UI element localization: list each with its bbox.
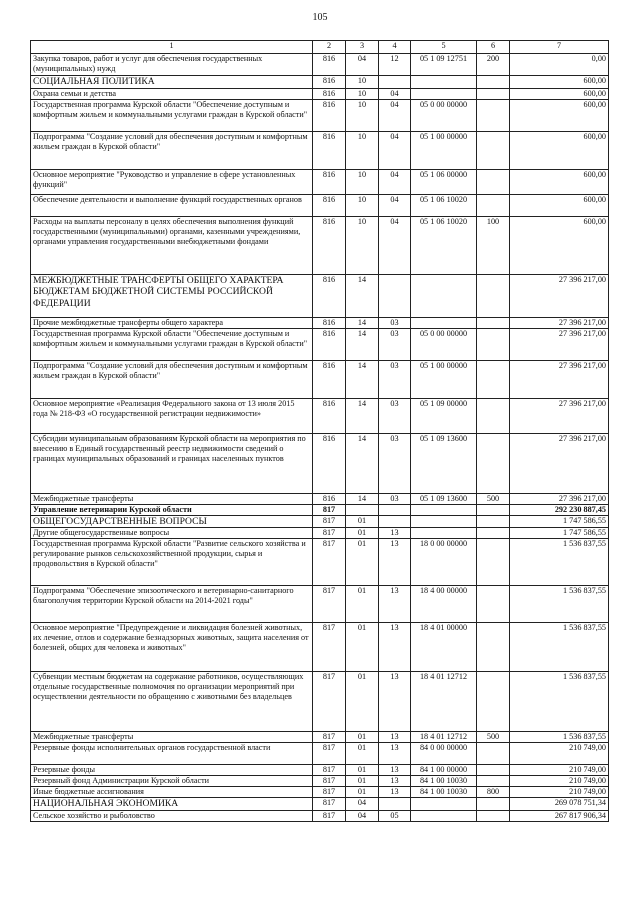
col-4-cell: 12 <box>379 54 411 76</box>
col-4-cell: 13 <box>379 743 411 765</box>
col-5-cell: 84 1 00 00000 <box>411 765 477 776</box>
table-row <box>31 76 609 89</box>
col-6-cell <box>477 515 510 528</box>
col-3-cell: 10 <box>346 131 379 169</box>
table-row <box>31 216 609 274</box>
col-3-cell: 14 <box>346 360 379 398</box>
amount-cell: 0,00 <box>510 54 609 76</box>
col-3-cell: 01 <box>346 787 379 798</box>
col-3-cell: 01 <box>346 528 379 539</box>
row-name-cell: СОЦИАЛЬНАЯ ПОЛИТИКА <box>31 76 313 89</box>
table-row <box>31 131 609 169</box>
col-5-cell: 18 0 00 00000 <box>411 539 477 586</box>
col-3-cell: 14 <box>346 328 379 360</box>
row-name-cell: НАЦИОНАЛЬНАЯ ЭКОНОМИКА <box>31 798 313 811</box>
col-2-cell: 817 <box>313 776 346 787</box>
col-2-cell: 816 <box>313 274 346 317</box>
col-5-cell: 18 4 00 00000 <box>411 586 477 623</box>
table-row <box>31 787 609 798</box>
col-3-cell: 10 <box>346 169 379 194</box>
col-2-cell: 817 <box>313 765 346 776</box>
table-row <box>31 515 609 528</box>
col-3-cell: 01 <box>346 515 379 528</box>
row-name-cell: Сельское хозяйство и рыболовство <box>31 811 313 822</box>
col-4-cell: 03 <box>379 433 411 493</box>
amount-cell: 1 747 586,55 <box>510 528 609 539</box>
col-5-cell: 05 0 00 00000 <box>411 99 477 131</box>
row-name-cell: Управление ветеринарии Курской области <box>31 504 313 515</box>
row-name-cell: Основное мероприятие "Предупреждение и ликвидация болезней животных, их лечение, отлов и содержание безнадзорных животных, защита населения от болезней, общих для человека и животных" <box>31 623 313 672</box>
col-3-cell: 01 <box>346 765 379 776</box>
col-4-cell: 13 <box>379 765 411 776</box>
amount-cell: 1 536 837,55 <box>510 732 609 743</box>
col-6-cell: 500 <box>477 493 510 504</box>
amount-cell: 269 078 751,34 <box>510 798 609 811</box>
col-2-cell: 817 <box>313 623 346 672</box>
row-name-cell: Межбюджетные трансферты <box>31 493 313 504</box>
col-4-cell: 04 <box>379 169 411 194</box>
row-name-cell: Охрана семьи и детства <box>31 88 313 99</box>
col-4-cell <box>379 515 411 528</box>
table-row <box>31 194 609 216</box>
table-row <box>31 623 609 672</box>
col-2-cell: 816 <box>313 433 346 493</box>
col-4-cell: 13 <box>379 787 411 798</box>
row-name-cell: Государственная программа Курской области "Обеспечение доступным и комфортным жильем и коммунальными услугами граждан в Курской области" <box>31 99 313 131</box>
col-3-cell: 01 <box>346 672 379 732</box>
col-3-cell: 10 <box>346 99 379 131</box>
table-row <box>31 54 609 76</box>
col-2-cell: 816 <box>313 360 346 398</box>
row-name-cell: Другие общегосударственные вопросы <box>31 528 313 539</box>
col-2-cell: 817 <box>313 811 346 822</box>
table-row <box>31 88 609 99</box>
col-2-cell: 816 <box>313 317 346 328</box>
col-4-cell: 03 <box>379 360 411 398</box>
col-3-cell: 10 <box>346 76 379 89</box>
table-body <box>31 54 609 822</box>
row-name-cell: Основное мероприятие «Реализация Федерального закона от 13 июля 2015 года № 218-ФЗ «О государственной регистрации недвижимости» <box>31 398 313 433</box>
table-row <box>31 539 609 586</box>
table-row <box>31 798 609 811</box>
col-2-cell: 817 <box>313 798 346 811</box>
amount-cell: 600,00 <box>510 88 609 99</box>
amount-cell: 292 230 887,45 <box>510 504 609 515</box>
col-6-cell <box>477 169 510 194</box>
col-2-cell: 816 <box>313 493 346 504</box>
col-5-cell <box>411 76 477 89</box>
row-name-cell: Обеспечение деятельности и выполнение функций государственных органов <box>31 194 313 216</box>
row-name-cell: Подпрограмма "Создание условий для обеспечения доступным и комфортным жильем граждан в Курской области" <box>31 360 313 398</box>
table-row <box>31 99 609 131</box>
col-5-cell: 18 4 01 00000 <box>411 623 477 672</box>
col-4-cell: 03 <box>379 317 411 328</box>
amount-cell: 1 747 586,55 <box>510 515 609 528</box>
amount-cell: 600,00 <box>510 131 609 169</box>
col-4-cell: 13 <box>379 776 411 787</box>
col-6-cell <box>477 328 510 360</box>
col-6-cell <box>477 131 510 169</box>
col-6-cell <box>477 274 510 317</box>
row-name-cell: Государственная программа Курской области "Развитие сельского хозяйства и регулирование рынков сельскохозяйственной продукции, сырья и продовольствия в Курской области" <box>31 539 313 586</box>
col-6-cell <box>477 743 510 765</box>
col-4-cell <box>379 274 411 317</box>
col-4-cell: 04 <box>379 88 411 99</box>
col-3-cell: 01 <box>346 732 379 743</box>
col-2-cell: 817 <box>313 672 346 732</box>
col-6-cell <box>477 433 510 493</box>
col-6-cell <box>477 798 510 811</box>
col-6-cell <box>477 528 510 539</box>
col-6-cell <box>477 504 510 515</box>
col-5-cell <box>411 274 477 317</box>
col-5-cell: 84 1 00 10030 <box>411 787 477 798</box>
col-4-cell <box>379 798 411 811</box>
col-3-cell: 01 <box>346 586 379 623</box>
col-6-cell <box>477 360 510 398</box>
col-4-cell: 13 <box>379 528 411 539</box>
col-4-cell: 04 <box>379 131 411 169</box>
row-name-cell: Прочие межбюджетные трансферты общего характера <box>31 317 313 328</box>
table-row <box>31 169 609 194</box>
col-4-cell: 13 <box>379 539 411 586</box>
col-5-cell: 05 0 00 00000 <box>411 328 477 360</box>
page-number: 105 <box>312 12 328 23</box>
col-5-cell: 05 1 00 00000 <box>411 131 477 169</box>
col-5-cell <box>411 515 477 528</box>
amount-cell: 210 749,00 <box>510 743 609 765</box>
header-row <box>31 41 609 54</box>
amount-cell: 600,00 <box>510 194 609 216</box>
col-5-cell: 05 1 06 00000 <box>411 169 477 194</box>
col-2-cell: 817 <box>313 528 346 539</box>
table-row <box>31 360 609 398</box>
amount-cell: 210 749,00 <box>510 765 609 776</box>
row-name-cell: МЕЖБЮДЖЕТНЫЕ ТРАНСФЕРТЫ ОБЩЕГО ХАРАКТЕРА БЮДЖЕТАМ БЮДЖЕТНОЙ СИСТЕМЫ РОССИЙСКОЙ ФЕДЕРАЦИИ <box>31 274 313 317</box>
table-row <box>31 528 609 539</box>
col-6-cell <box>477 398 510 433</box>
col-3-cell: 10 <box>346 216 379 274</box>
amount-cell: 210 749,00 <box>510 787 609 798</box>
col-2-cell: 817 <box>313 787 346 798</box>
col-4-cell <box>379 504 411 515</box>
col-3-cell: 04 <box>346 798 379 811</box>
header-cell: 1 <box>31 41 313 54</box>
table-row <box>31 328 609 360</box>
col-2-cell: 816 <box>313 194 346 216</box>
col-5-cell: 05 1 06 10020 <box>411 194 477 216</box>
table-row <box>31 672 609 732</box>
col-6-cell: 800 <box>477 787 510 798</box>
col-5-cell <box>411 88 477 99</box>
col-6-cell <box>477 811 510 822</box>
col-3-cell: 10 <box>346 88 379 99</box>
col-4-cell: 04 <box>379 216 411 274</box>
col-2-cell: 816 <box>313 328 346 360</box>
col-6-cell <box>477 623 510 672</box>
amount-cell: 27 396 217,00 <box>510 328 609 360</box>
col-5-cell: 18 4 01 12712 <box>411 732 477 743</box>
col-4-cell: 03 <box>379 493 411 504</box>
table-row <box>31 398 609 433</box>
col-4-cell: 03 <box>379 398 411 433</box>
table-row <box>31 317 609 328</box>
col-6-cell <box>477 99 510 131</box>
amount-cell: 27 396 217,00 <box>510 317 609 328</box>
amount-cell: 27 396 217,00 <box>510 433 609 493</box>
amount-cell: 27 396 217,00 <box>510 360 609 398</box>
col-3-cell: 01 <box>346 539 379 586</box>
col-2-cell: 816 <box>313 131 346 169</box>
col-6-cell <box>477 672 510 732</box>
col-6-cell: 200 <box>477 54 510 76</box>
row-name-cell: Субсидии муниципальным образованиям Курской области на мероприятия по внесению в Единый государственный реестр недвижимости сведений о границах муниципальных образований и границах населенных пунктов <box>31 433 313 493</box>
table-row <box>31 732 609 743</box>
header-cell: 6 <box>477 41 510 54</box>
row-name-cell: Резервные фонды <box>31 765 313 776</box>
row-name-cell: Резервные фонды исполнительных органов государственной власти <box>31 743 313 765</box>
col-2-cell: 816 <box>313 88 346 99</box>
col-3-cell: 01 <box>346 743 379 765</box>
col-3-cell: 01 <box>346 776 379 787</box>
header-cell: 4 <box>379 41 411 54</box>
row-name-cell: Государственная программа Курской области "Обеспечение доступным и комфортным жильем и коммунальными услугами граждан в Курской области" <box>31 328 313 360</box>
col-3-cell: 01 <box>346 623 379 672</box>
row-name-cell: Резервный фонд Администрации Курской области <box>31 776 313 787</box>
col-2-cell: 816 <box>313 99 346 131</box>
col-4-cell: 13 <box>379 732 411 743</box>
col-5-cell: 05 1 00 00000 <box>411 360 477 398</box>
table-row <box>31 776 609 787</box>
row-name-cell: Закупка товаров, работ и услуг для обеспечения государственных (муниципальных) нужд <box>31 54 313 76</box>
col-6-cell <box>477 765 510 776</box>
amount-cell: 27 396 217,00 <box>510 398 609 433</box>
col-6-cell <box>477 586 510 623</box>
table-row <box>31 493 609 504</box>
col-4-cell: 04 <box>379 99 411 131</box>
col-2-cell: 817 <box>313 504 346 515</box>
amount-cell: 600,00 <box>510 169 609 194</box>
table-row <box>31 765 609 776</box>
col-5-cell: 18 4 01 12712 <box>411 672 477 732</box>
row-name-cell: Подпрограмма "Создание условий для обеспечения доступным и комфортным жильем граждан в Курской области" <box>31 131 313 169</box>
col-4-cell: 05 <box>379 811 411 822</box>
col-3-cell: 14 <box>346 317 379 328</box>
col-4-cell: 13 <box>379 623 411 672</box>
col-2-cell: 817 <box>313 586 346 623</box>
col-4-cell: 04 <box>379 194 411 216</box>
table-row <box>31 504 609 515</box>
col-5-cell <box>411 317 477 328</box>
amount-cell: 210 749,00 <box>510 776 609 787</box>
row-name-cell: Субвенции местным бюджетам на содержание работников, осуществляющих отдельные государственные полномочия по организации мероприятий при осуществлении деятельности по обращению с животными без владельцев <box>31 672 313 732</box>
table-row <box>31 743 609 765</box>
col-5-cell: 05 1 06 10020 <box>411 216 477 274</box>
amount-cell: 600,00 <box>510 216 609 274</box>
row-name-cell: Межбюджетные трансферты <box>31 732 313 743</box>
col-6-cell <box>477 194 510 216</box>
col-3-cell: 14 <box>346 493 379 504</box>
col-5-cell: 05 1 09 13600 <box>411 433 477 493</box>
col-6-cell: 100 <box>477 216 510 274</box>
col-5-cell: 05 1 09 00000 <box>411 398 477 433</box>
col-3-cell: 04 <box>346 54 379 76</box>
col-2-cell: 816 <box>313 398 346 433</box>
table-row <box>31 274 609 317</box>
row-name-cell: Основное мероприятие "Руководство и управление в сфере установленных функций" <box>31 169 313 194</box>
row-name-cell: Иные бюджетные ассигнования <box>31 787 313 798</box>
table-row <box>31 433 609 493</box>
col-2-cell: 816 <box>313 216 346 274</box>
col-6-cell <box>477 539 510 586</box>
amount-cell: 1 536 837,55 <box>510 586 609 623</box>
col-5-cell: 05 1 09 13600 <box>411 493 477 504</box>
col-5-cell: 84 1 00 10030 <box>411 776 477 787</box>
col-4-cell: 13 <box>379 672 411 732</box>
col-5-cell: 84 0 00 00000 <box>411 743 477 765</box>
header-cell: 7 <box>510 41 609 54</box>
header-cell: 3 <box>346 41 379 54</box>
col-6-cell <box>477 317 510 328</box>
col-2-cell: 817 <box>313 732 346 743</box>
col-6-cell <box>477 776 510 787</box>
col-6-cell <box>477 76 510 89</box>
col-2-cell: 816 <box>313 169 346 194</box>
col-6-cell: 500 <box>477 732 510 743</box>
amount-cell: 27 396 217,00 <box>510 274 609 317</box>
header-cell: 2 <box>313 41 346 54</box>
amount-cell: 267 817 906,34 <box>510 811 609 822</box>
col-4-cell <box>379 76 411 89</box>
table-row <box>31 586 609 623</box>
amount-cell: 1 536 837,55 <box>510 539 609 586</box>
col-3-cell: 14 <box>346 398 379 433</box>
col-3-cell: 14 <box>346 274 379 317</box>
col-2-cell: 817 <box>313 743 346 765</box>
col-4-cell: 03 <box>379 328 411 360</box>
col-5-cell <box>411 504 477 515</box>
amount-cell: 1 536 837,55 <box>510 623 609 672</box>
col-5-cell <box>411 798 477 811</box>
header-cell: 5 <box>411 41 477 54</box>
row-name-cell: Расходы на выплаты персоналу в целях обеспечения выполнения функций государственными (муниципальными) органами, казенными учреждениями, органами управления государственными внебюджетными фондами <box>31 216 313 274</box>
amount-cell: 1 536 837,55 <box>510 672 609 732</box>
col-3-cell: 04 <box>346 811 379 822</box>
col-2-cell: 817 <box>313 539 346 586</box>
col-3-cell: 14 <box>346 433 379 493</box>
col-5-cell: 05 1 09 12751 <box>411 54 477 76</box>
col-2-cell: 817 <box>313 515 346 528</box>
col-3-cell: 10 <box>346 194 379 216</box>
col-3-cell <box>346 504 379 515</box>
table-row <box>31 811 609 822</box>
amount-cell: 27 396 217,00 <box>510 493 609 504</box>
amount-cell: 600,00 <box>510 76 609 89</box>
col-2-cell: 816 <box>313 54 346 76</box>
budget-table <box>30 40 609 822</box>
col-5-cell <box>411 528 477 539</box>
col-5-cell <box>411 811 477 822</box>
row-name-cell: Подпрограмма "Обеспечение эпизоотического и ветеринарно-санитарного благополучия территории Курской области на 2014-2021 годы" <box>31 586 313 623</box>
col-6-cell <box>477 88 510 99</box>
col-2-cell: 816 <box>313 76 346 89</box>
amount-cell: 600,00 <box>510 99 609 131</box>
row-name-cell: ОБЩЕГОСУДАРСТВЕННЫЕ ВОПРОСЫ <box>31 515 313 528</box>
col-4-cell: 13 <box>379 586 411 623</box>
